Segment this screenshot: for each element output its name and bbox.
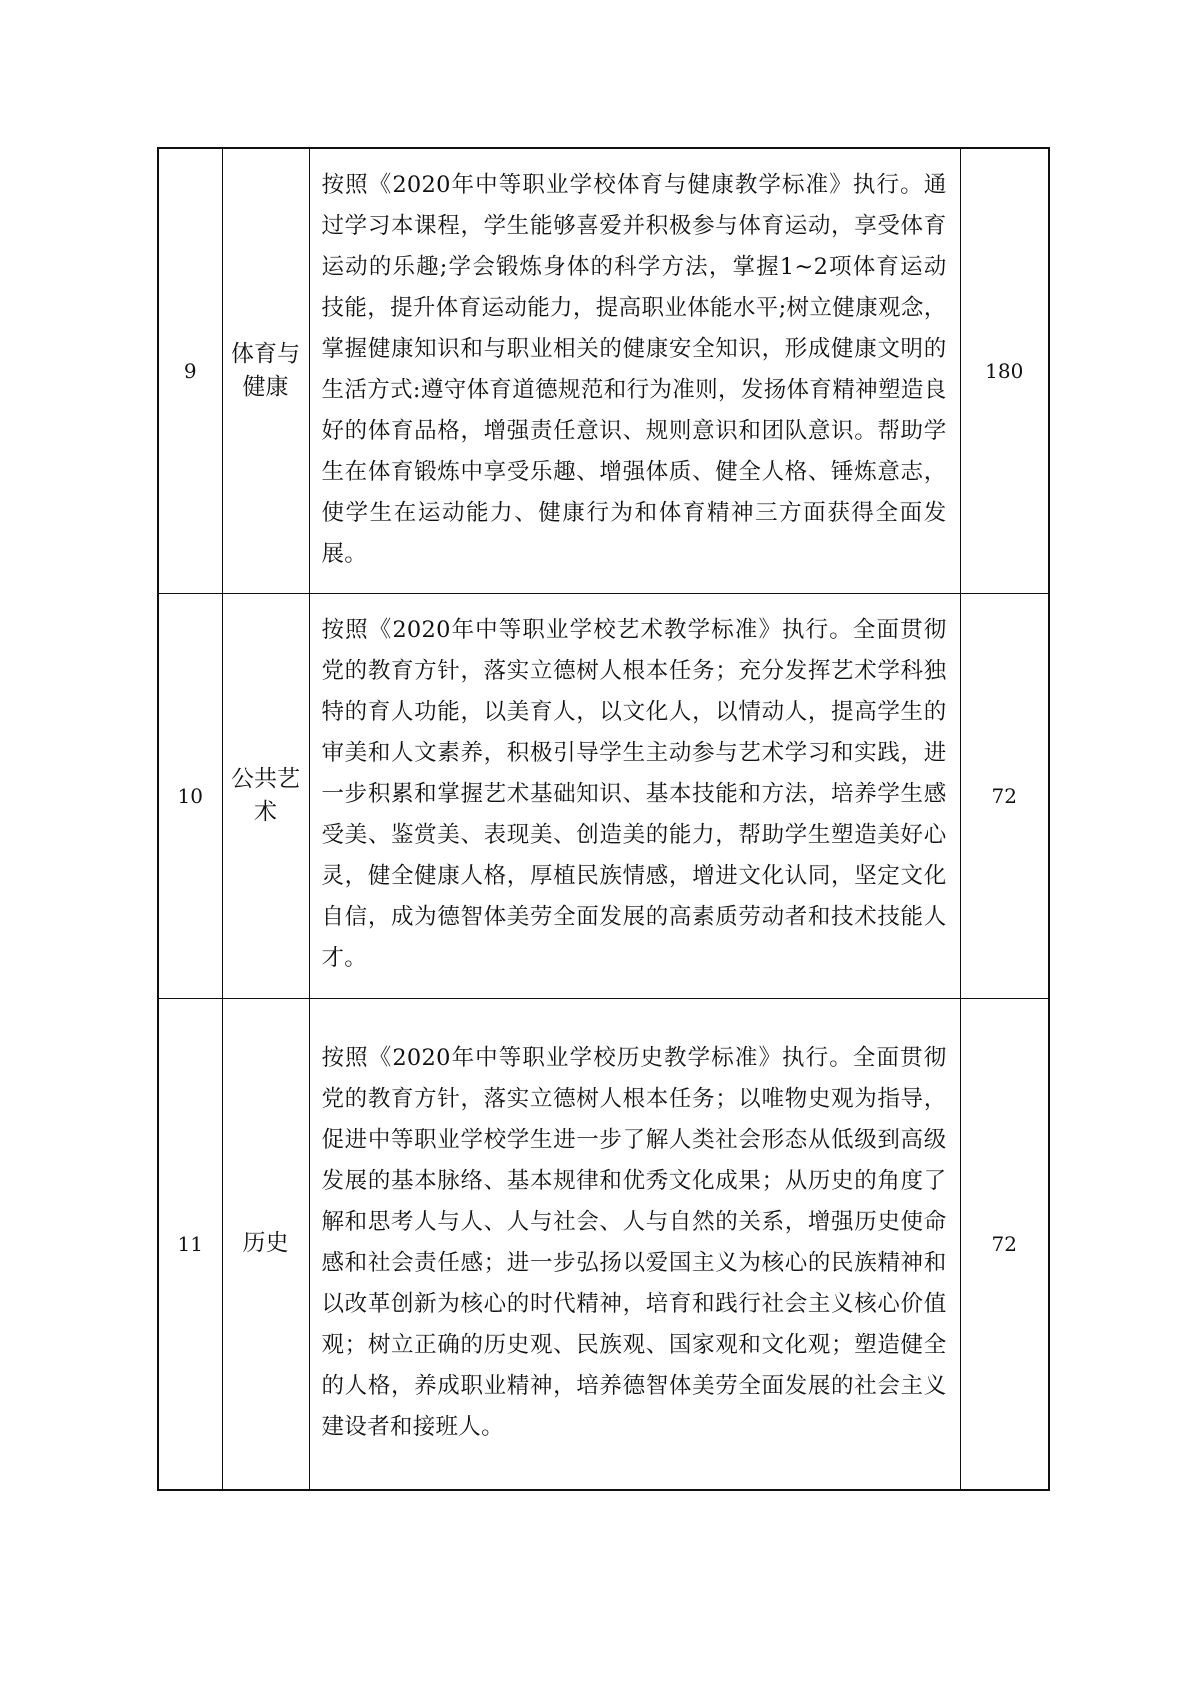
course-description: 按照《2020年中等职业学校体育与健康教学标准》执行。通过学习本课程，学生能够喜爱并积极参与体育运动，享受体育运动的乐趣;学会锻炼身体的科学方法，掌握1~2项体育运动技能，提升体育运动能力，提高职业体能水平;树立健康观念，掌握健康知识和与职业相关的健康安全知识，形成健康文明的生活方式:遵守体育道德规范和行为准则，发扬体育精神塑造良好的体育品格，增强责任意识、规则意识和团队意识。帮助学生在体育锻炼中享受乐趣、增强体质、健全人格、锤炼意志，使学生在运动能力、健康行为和体育精神三方面获得全面发展。 bbox=[309, 148, 960, 593]
course-hours: 72 bbox=[960, 593, 1049, 998]
course-name: 体育与健康 bbox=[222, 148, 309, 593]
course-description: 按照《2020年中等职业学校艺术教学标准》执行。全面贯彻党的教育方针，落实立德树人根本任务；充分发挥艺术学科独特的育人功能，以美育人，以文化人，以情动人，提高学生的审美和人文素养，积极引导学生主动参与艺术学习和实践，进一步积累和掌握艺术基础知识、基本技能和方法，培养学生感受美、鉴赏美、表现美、创造美的能力，帮助学生塑造美好心灵，健全健康人格，厚植民族情感，增进文化认同，坚定文化自信，成为德智体美劳全面发展的高素质劳动者和技术技能人才。 bbox=[309, 593, 960, 998]
course-hours: 72 bbox=[960, 998, 1049, 1490]
table-row bbox=[158, 998, 1049, 1490]
course-name: 历史 bbox=[222, 998, 309, 1490]
course-table bbox=[157, 147, 1050, 1491]
course-number: 11 bbox=[158, 998, 222, 1490]
course-hours: 180 bbox=[960, 148, 1049, 593]
course-name: 公共艺术 bbox=[222, 593, 309, 998]
table-row bbox=[158, 148, 1049, 593]
table-row bbox=[158, 593, 1049, 998]
course-number: 9 bbox=[158, 148, 222, 593]
course-number: 10 bbox=[158, 593, 222, 998]
course-description: 按照《2020年中等职业学校历史教学标准》执行。全面贯彻党的教育方针，落实立德树人根本任务；以唯物史观为指导，促进中等职业学校学生进一步了解人类社会形态从低级到高级发展的基本脉络、基本规律和优秀文化成果；从历史的角度了解和思考人与人、人与社会、人与自然的关系，增强历史使命感和社会责任感；进一步弘扬以爱国主义为核心的民族精神和以改革创新为核心的时代精神，培育和践行社会主义核心价值观；树立正确的历史观、民族观、国家观和文化观；塑造健全的人格，养成职业精神，培养德智体美劳全面发展的社会主义建设者和接班人。 bbox=[309, 998, 960, 1490]
